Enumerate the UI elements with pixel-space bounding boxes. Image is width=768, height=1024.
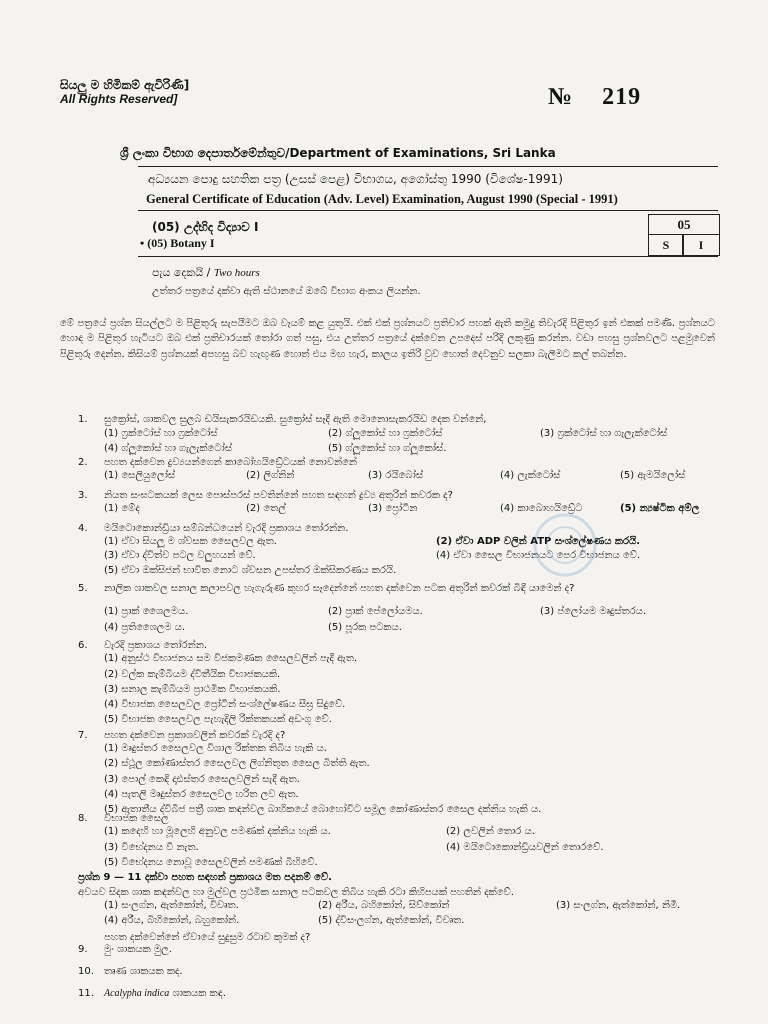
answer-option: (1) මෘදුස්තර සෛලවල විශාල රික්තක තිබිය හැකි ය.: [104, 743, 327, 754]
answer-option: (5) විභේදනය නොවූ සෛලවලින් පමණක් බිහිවේ.: [104, 857, 318, 868]
duration-english: Two hours: [213, 267, 260, 279]
answer-option: (2) ස්ථූල කෝණාස්තර සෛලවල ලිග්නිතූත සෛල බිත්ති ඇත.: [104, 758, 370, 769]
question-stem: මයිටොකොන්ඩ්‍රියා සම්බන්ධයෙන් වැරදි ප්‍රකාශය තෝරන්න.: [104, 523, 349, 534]
answer-option: (3) ප්ලෝයම මෘදුස්තරය.: [540, 606, 647, 617]
bullet: •: [140, 236, 148, 250]
question-number: 8.: [78, 813, 88, 824]
group-option: (2) අරීය, බහිකෝන්, සිව්කෝන්: [318, 900, 450, 911]
question-number: 10.: [78, 966, 94, 977]
answer-option: (2) ඒවා ADP වලින් ATP සංශ්ලේෂණය කරයි.: [436, 536, 641, 547]
answer-option: (1) අනුස්ථ විභාජනය සම විජකමණක සෛලවලින් පැදී ඇත.: [104, 653, 358, 664]
subject-code-s: S: [648, 234, 684, 256]
answer-option: (1) මේද: [104, 503, 140, 514]
answer-option: (1) ෆ්‍රක්ටෝස් හා ෆ්‍රක්ටෝස්: [104, 428, 218, 439]
answer-option: (5) විභාජක සෛලවල පැහැදිලි රික්තකයක් අඩංගු වේ.: [104, 714, 332, 725]
answer-option: (3) රයිබෝස්: [368, 470, 424, 481]
answer-option: (2) ලිග්නින්: [246, 470, 295, 481]
answer-option: (3) ප්‍රෝටීන: [368, 503, 418, 514]
question-text: මුං ශාකයක මුල.: [104, 944, 172, 955]
question-stem: පහත දක්වෙන ප්‍රකාශවලින් කවරක් වැරදි ද?: [104, 730, 286, 741]
answer-option: (1) ප්‍රාක් ශෛලමය.: [104, 606, 189, 617]
subject-sinhala: (05) උද්භිද විද්‍යාව I: [152, 220, 259, 234]
general-instructions: මේ පත්‍රයේ ප්‍රශ්න සියල්ලට ම පිළිතුරු සැපයීමට ඔබ වෑයම් කළ යුතුයි. එක් එක් ප්‍රශ්නයට ප්‍රතිචාර පහක් ඇති කමුදු තිවැරදි පිළිතුර ඉන් එකක් පමණි. ප්‍රශ්නයට හොඳ ම පිළිතුර හැටියට ඔබ එක් ප්‍රතිචාරයක් තෝරා ගත් පසු, එය උත්තර පත්‍රයේ දක්වෙන උපදෙස් පරිදි ලකුණු කරන්න. වඩා පහසු ප්‍රශ්නවලට පළමුවෙන් පිළිතුරු දෙන්න. කිසියම් ප්‍රශ්නයක් අපහසු බව හැඟුණ හොත් එය මඟ හැර, කාලය ඉතිරි වුව හොත් දෙවනුව සලකා බැලීමට කල් තබන්න.: [60, 318, 715, 360]
group-option: (1) සංලග්න, ඇත්කෝන්, විවෘත.: [104, 900, 239, 911]
answer-option: (3) පොල් කෙඳි දෘඪස්තර සෛලවලින් සැදී ඇත.: [104, 774, 300, 785]
answer-option: (4) පැතලි මෘදුස්තර සෛලවල හරිත ලව ඇත.: [104, 789, 299, 800]
question-stem: [104, 986, 226, 1001]
question-number: 1.: [78, 414, 88, 425]
exam-title-english: General Certificate of Education (Adv. Level) Examination, August 1990 (Special - 1991): [146, 192, 618, 206]
question-number: 4.: [78, 523, 88, 534]
answer-option: (2) ප්‍රාක් පේලෝයමය.: [328, 606, 423, 617]
index-instruction: උත්තර පත්‍රයේ දක්වා ඇති ස්ථානයේ ඔබේ විභාග අංකය ලියන්න.: [152, 286, 421, 297]
question-stem: නාලික ශාකවල සනාල කලාපවල හැගැරුණ කුහර සෑදෙන්නේ පහත දක්වෙන පටක අතුරින් කවරක් බිඳී යාමෙන් ද?: [104, 583, 575, 594]
subject-english-text: (05) Botany I: [147, 236, 215, 250]
group-ask: පහත දක්වෙන්නේ ඒවායේ සුදුසුම රටාව කුමක් ද?: [104, 932, 311, 943]
question-stem: [104, 964, 183, 979]
answer-option: (5) ග්ලූකෝස් හා ග්ලූකෝස්.: [328, 443, 447, 454]
question-stem: වැරදි ප්‍රකාශය තෝරන්න.: [104, 640, 208, 651]
duration: [152, 266, 260, 280]
question-number: 2.: [78, 457, 88, 468]
subject-code-box: 05: [648, 214, 720, 235]
divider: [138, 256, 718, 257]
answer-option: (4) ග්ලූකෝස් හා ගැලැක්ටෝස්: [104, 443, 233, 454]
answer-option: (3) ඒවා ද්විත්ව පටල වලුහයන් වේ.: [104, 550, 256, 561]
question-stem: [104, 942, 172, 957]
group-text: අවයව සිදක ශාක කඳන්වල හා මුල්වල ප්‍රථමික සනාල පටකවල තිබිය හැකි රටා කිහිපයක් පහතින් දක්වේ.: [78, 887, 514, 898]
question-number: 11.: [78, 988, 94, 999]
answer-option: (4) ඒවා සෛල විභාජනයට පෙර විභාජනය වේ.: [436, 550, 641, 561]
answer-option: (5) න්‍යෂ්ටික අම්ල: [620, 503, 700, 514]
answer-option: (2) ග්ලූකෝස් හා ෆ්‍රක්ටෝස්: [328, 428, 443, 439]
subject-code-i: I: [682, 234, 720, 256]
answer-option: (1) ඒවා සියලූ ම ශ්වසක සෛලවල ඇත.: [104, 536, 277, 547]
answer-option: (3) විභේදනය වී නැත.: [104, 842, 199, 853]
paper-number: [548, 84, 641, 111]
question-number: 6.: [78, 640, 88, 651]
answer-option: (5) ඒවා ඔක්සිජන් භාවිත නොට ශ්වසන උපස්තර ඔක්සිකරණය කරයි.: [104, 565, 397, 576]
number-value: 219: [602, 84, 642, 110]
answer-option: (4) විභාජක සෛලවල ප්‍රෝටීන් සංශ්ලේෂණය සීඝ්‍ර සිදුවේ.: [104, 699, 346, 710]
answer-option: (1) සෙලියුලෝස්: [104, 470, 176, 481]
question-stem: සුක්‍රෝස්, ශාකවල සුලබ ඩයිසැකරයිඩයකි. සුක්‍රෝස් සෑදී ඇති මොනොසැකරයිඩ දෙක වන්නේ,: [104, 414, 487, 425]
answer-option: (1) කදෙහි හා මූලෙහි අනුවල පමණක් දක්නිය හැකි ය.: [104, 826, 331, 837]
question-stem: පහත දක්වෙන ද්‍රව්‍යයන්ගෙන් කාබෝහයිඩ්‍රේටයක් නොවන්නේ: [104, 457, 358, 468]
answer-option: (5) ඇතාතීය ද්විබීජ පත්‍රී ශාක කඳන්වල බාහිකයේ බොහෝවිට සමූල කෝණාස්තර සෛල දක්නිය හැකි ය.: [104, 804, 542, 815]
group-heading: ප්‍රශ්න 9 — 11 දක්වා පහත සඳහන් ප්‍රකාශය මත පදනම් වේ.: [78, 872, 332, 883]
question-number: 9.: [78, 944, 88, 955]
question-stem: විභාජක සෛල: [104, 813, 169, 824]
answer-option: (4) ලැක්ටෝස්: [500, 470, 561, 481]
divider: [138, 166, 718, 167]
group-option: (5) ද්විසංලග්න, ඇත්කෝන්, විවෘත.: [318, 915, 465, 926]
question-stem: නියත සංඝටකයක් ලෙස පොස්පරස් පවතින්නේ පහත සඳහන් ද්‍රව්‍ය අතුරින් කවරක ද?: [104, 490, 453, 501]
answer-option: (3) සනාල කැම්බියම ප්‍රාථමික විභාජකයකි.: [104, 684, 281, 695]
duration-sinhala: පැය දෙකයි /: [152, 266, 211, 279]
question-text: තෘණ ශාකයක කද.: [104, 966, 183, 977]
answer-option: (2) ලවලින් තොර ය.: [446, 826, 535, 837]
group-option: (4) අරීය, බිහිකෝන්, බහුකෝන්.: [104, 915, 240, 926]
question-text: ශාකයක කඳ.: [169, 988, 226, 999]
answer-option: (2) තෙල්: [246, 503, 286, 514]
divider: [138, 210, 718, 211]
answer-option: (5) පූරක පටකය.: [328, 622, 402, 633]
exam-title-sinhala: අධ්‍යයන පොදු සහතික පත්‍ර (උසස් පෙළ) විභාගය, අගෝස්තු 1990 (විශේෂ-1991): [148, 172, 563, 186]
answer-option: (2) වල්ක කැම්බියම ද්විතීයික විභාජකයකි.: [104, 669, 281, 680]
department-title: ශ්‍රී ලංකා විභාග දෙපාර්තමේන්තුව/Department of Examinations, Sri Lanka: [120, 146, 556, 160]
copyright-english: All Rights Reserved]: [60, 92, 178, 106]
watermark-logo: [520, 510, 610, 580]
group-option: (3) සංලග්න, ඇත්කෝන්, නිමී.: [556, 900, 681, 911]
question-number: 3.: [78, 490, 88, 501]
number-label: №: [548, 84, 574, 110]
answer-option: (4) මයිටොකොන්ඩ්‍රියවලින් තොරවේ.: [446, 842, 604, 853]
copyright-sinhala: සියලු ම හිමිකම් ඇවිරිණි]: [60, 78, 190, 92]
question-number: 5.: [78, 583, 88, 594]
subject-english: [140, 236, 215, 251]
answer-option: (4) කාබොහයිඩ්‍රේට: [500, 503, 583, 514]
question-number: 7.: [78, 730, 88, 741]
answer-option: (3) ෆ්‍රක්ටෝස් හා ගැලැක්ටෝස්: [540, 428, 668, 439]
answer-option: (4) ප්‍රතිශෛලම ය.: [104, 622, 186, 633]
species-name: Acalypha indica: [104, 988, 170, 999]
answer-option: (5) ඇමයිලෝස්: [620, 470, 686, 481]
